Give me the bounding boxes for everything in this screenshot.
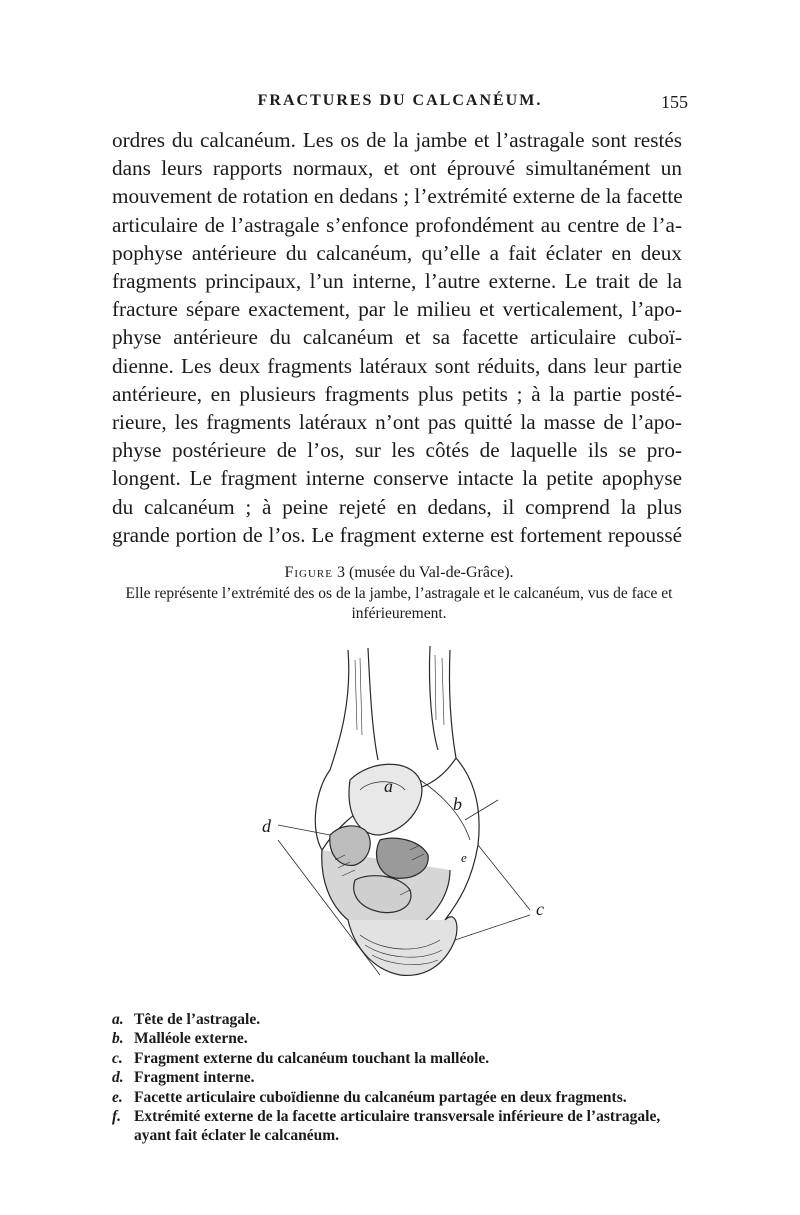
legend-item [112,1068,692,1087]
legend-key: f. [112,1108,122,1126]
legend-key: a. [112,1011,124,1028]
legend-key: c. [112,1049,123,1067]
figure-letter-b: b [453,794,462,814]
body-line: dans leurs rapports normaux, et ont éprouvé simultanément un [112,156,682,181]
body-line: du calcanéum ; à peine rejeté en dedans, il comprend la plus [112,494,682,519]
body-line: fragments principaux, l’un interne, l’autre externe. Le trait de la [112,269,682,294]
legend-key: b. [112,1030,124,1048]
figure-legend [112,1010,692,1146]
figure-caption [112,562,686,624]
body-line: rieure, les fragments latéraux n’ont pas quitté la masse de l’apo- [112,410,682,435]
legend-item [112,1010,692,1029]
legend-item [112,1029,692,1048]
figure-source: (musée du Val-de-Grâce). [349,564,514,581]
body-line: physe antérieure du calcanéum et sa facette articulaire cuboï- [112,325,682,350]
body-line: pophyse antérieure du calcanéum, qu’elle a fait éclater en deux [112,240,682,265]
legend-text: Facette articulaire cuboïdienne du calcanéum partagée en deux fragments. [134,1088,627,1106]
body-line: grande portion de l’os. Le fragment externe est fortement repoussé [112,522,682,547]
figure-title [112,562,686,584]
legend-text: Extrémité externe de la facette articulaire transversale inférieure de l’astragale, ayant fait éclater le calcanéum. [134,1108,661,1145]
legend-item [112,1049,692,1068]
legend-key: e. [112,1088,123,1106]
body-line: dienne. Les deux fragments latéraux sont réduits, dans leur partie [112,353,682,378]
body-line: antérieure, en plusieurs fragments plus petits ; à la partie posté- [112,381,682,406]
legend-text: Fragment externe du calcanéum touchant la malléole. [134,1049,490,1067]
figure-letter-c: c [536,899,544,919]
body-line: mouvement de rotation en dedans ; l’extrémité externe de la facette [112,184,683,209]
page-number: 155 [661,92,688,112]
figure-letter-a: a [384,776,393,796]
figure-label: Figure [284,564,333,581]
body-line: articulaire de l’astragale s’enfonce profondément au centre de l’a- [112,212,682,237]
body-line: physe postérieure de l’os, sur les côtés de laquelle ils se pro- [112,438,682,463]
body-line: ordres du calcanéum. Les os de la jambe et l’astragale sont restés [112,128,682,152]
body-paragraph [112,126,682,549]
figure-description: Elle représente l’extrémité des os de la jambe, l’astragale et le calcanéum, vus de face et inférieurement. [125,585,673,622]
figure-letter-d: d [262,816,271,836]
running-title: FRACTURES DU CALCANÉUM. [257,92,543,109]
running-head [112,92,688,116]
legend-item [112,1088,692,1107]
engraving-illustration [278,646,530,975]
legend-item [112,1107,692,1146]
legend-text: Tête de l’astragale. [134,1011,261,1028]
figure-letter-e: e [461,850,467,865]
figure-number: 3 [337,564,345,581]
body-line: longent. Le fragment interne conserve intacte la petite apophyse [112,466,682,491]
legend-key: d. [112,1069,124,1087]
legend-text: Malléole externe. [134,1030,248,1048]
bone-engraving-figure [260,640,560,1010]
legend-text: Fragment interne. [134,1069,255,1087]
body-line: fracture sépare exactement, par le milieu et verticalement, l’apo- [112,297,682,322]
